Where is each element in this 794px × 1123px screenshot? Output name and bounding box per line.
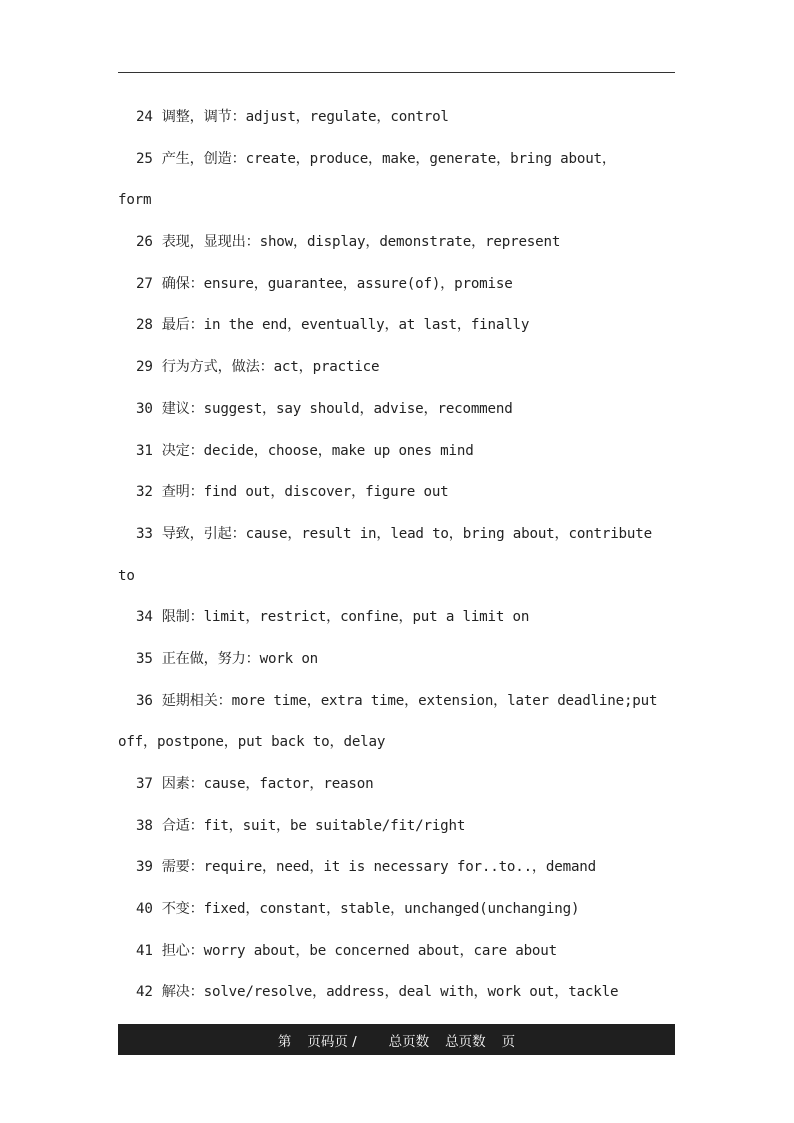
entry-english-synonyms: limit，restrict，confine，put a limit on <box>203 609 530 626</box>
entry-english-synonyms: cause，factor，reason <box>203 776 374 792</box>
entry-number: 34 <box>136 609 153 626</box>
entry-number: 32 <box>136 484 153 501</box>
footer-suffix: 页 <box>501 1033 516 1050</box>
entry-english-synonyms: ensure，guarantee，assure(of)，promise <box>203 275 513 292</box>
entry-number: 26 <box>136 234 153 251</box>
entry-line <box>118 472 688 514</box>
entry-chinese-term: 调整，调节： <box>161 109 246 125</box>
footer-total-value: 总页数 <box>445 1033 486 1050</box>
entry-chinese-term: 决定： <box>161 442 204 459</box>
entry-line <box>118 806 688 848</box>
entry-english-synonyms: work on <box>259 650 319 667</box>
entry-line <box>118 264 688 306</box>
entry-chinese-term: 行为方式，做法： <box>161 359 274 376</box>
entry-number: 41 <box>136 942 153 959</box>
entry-number: 24 <box>136 109 153 125</box>
entry-number: 38 <box>136 817 153 834</box>
entry-line <box>118 597 688 639</box>
entry-number: 39 <box>136 859 153 876</box>
page-footer <box>118 1024 675 1055</box>
entry-continuation: to <box>118 567 135 584</box>
entry-line <box>118 639 688 681</box>
entry-line <box>118 305 688 347</box>
entry-english-synonyms: act，practice <box>273 359 380 376</box>
footer-prefix: 第 <box>277 1033 292 1050</box>
vocabulary-list <box>118 97 688 1014</box>
entry-english-synonyms: require，need，it is necessary for..to..，demand <box>203 859 596 876</box>
entry-line <box>118 931 688 973</box>
entry-number: 25 <box>136 150 153 167</box>
entry-continuation: form <box>118 192 152 209</box>
entry-line <box>118 431 688 473</box>
entry-number: 33 <box>136 525 153 542</box>
entry-chinese-term: 最后： <box>161 317 204 334</box>
entry-line <box>118 514 688 556</box>
entry-english-synonyms: fixed，constant，stable，unchanged(unchanging) <box>203 901 580 918</box>
footer-page-number: 页码页 / <box>307 1033 357 1050</box>
entry-chinese-term: 解决： <box>161 984 204 1001</box>
entry-english-synonyms: fit，suit，be suitable/fit/right <box>203 817 466 834</box>
entry-line <box>118 389 688 431</box>
entry-number: 42 <box>136 984 153 1001</box>
entry-chinese-term: 建议： <box>161 400 204 417</box>
entry-chinese-term: 需要： <box>161 859 204 876</box>
entry-number: 31 <box>136 442 153 459</box>
entry-chinese-term: 产生，创造： <box>161 150 246 167</box>
entry-chinese-term: 延期相关： <box>161 692 232 709</box>
entry-chinese-term: 限制： <box>161 609 204 626</box>
entry-number: 28 <box>136 317 153 334</box>
entry-chinese-term: 查明： <box>161 484 204 501</box>
entry-line <box>118 347 688 389</box>
header-rule <box>118 72 675 73</box>
entry-number: 35 <box>136 650 153 667</box>
entry-english-synonyms: solve/resolve，address，deal with，work out，tackle <box>203 984 619 1001</box>
entry-number: 36 <box>136 692 153 709</box>
entry-line <box>118 972 688 1014</box>
entry-line <box>118 139 688 181</box>
entry-chinese-term: 不变： <box>161 901 204 918</box>
entry-line <box>118 889 688 931</box>
entry-line <box>118 681 688 723</box>
entry-continuation: off，postpone，put back to，delay <box>118 734 386 751</box>
footer-total-label: 总页数 <box>388 1033 430 1050</box>
entry-chinese-term: 确保： <box>161 275 204 292</box>
entry-chinese-term: 表现，显现出： <box>161 234 260 251</box>
entry-english-synonyms: decide，choose，make up ones mind <box>203 442 474 459</box>
entry-english-synonyms: cause，result in，lead to，bring about，contribute <box>245 525 652 542</box>
entry-english-synonyms: find out，discover，figure out <box>203 484 449 501</box>
entry-chinese-term: 合适： <box>161 817 204 834</box>
entry-number: 37 <box>136 776 153 792</box>
entry-chinese-term: 导致，引起： <box>161 525 246 542</box>
entry-line <box>118 764 688 806</box>
entry-chinese-term: 担心： <box>161 942 204 959</box>
entry-number: 29 <box>136 359 153 376</box>
entry-english-synonyms: create，produce，make，generate，bring about， <box>245 150 616 167</box>
entry-line <box>118 847 688 889</box>
entry-line <box>118 222 688 264</box>
entry-english-synonyms: in the end，eventually，at last，finally <box>203 317 530 334</box>
entry-chinese-term: 正在做，努力： <box>161 650 260 667</box>
entry-chinese-term: 因素： <box>161 776 204 792</box>
entry-english-synonyms: suggest，say should，advise，recommend <box>203 400 513 417</box>
entry-english-synonyms: worry about，be concerned about，care about <box>203 942 557 959</box>
entry-english-synonyms: more time，extra time，extension，later deadline;put <box>231 692 658 709</box>
entry-english-synonyms: adjust，regulate，control <box>245 109 449 125</box>
entry-number: 30 <box>136 400 153 417</box>
entry-number: 40 <box>136 901 153 918</box>
entry-line <box>118 97 688 139</box>
entry-english-synonyms: show，display，demonstrate，represent <box>259 234 561 251</box>
entry-number: 27 <box>136 275 153 292</box>
